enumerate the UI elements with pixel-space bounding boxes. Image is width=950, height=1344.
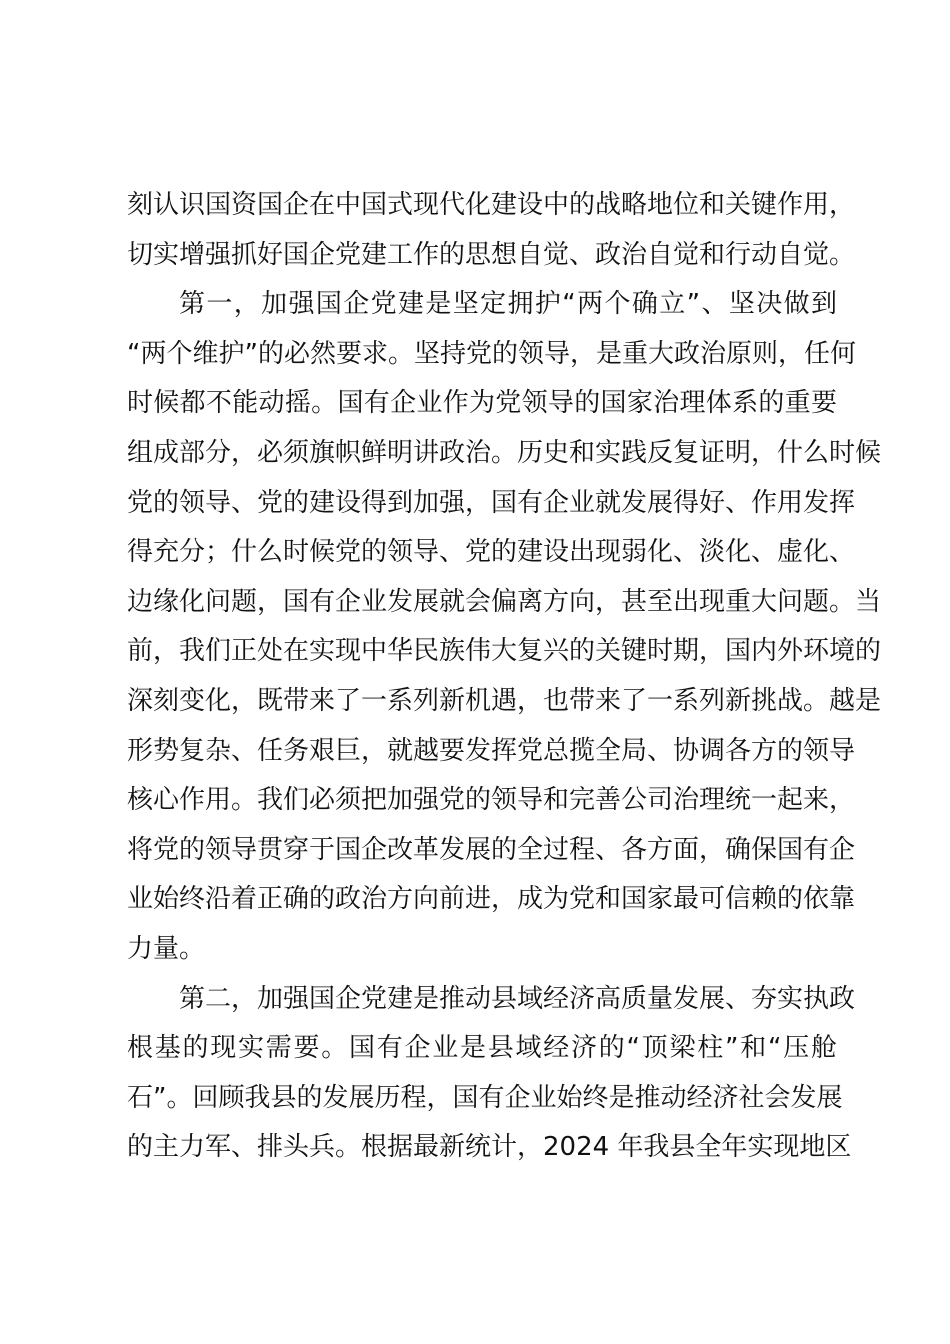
paragraph-2-line-8: 前，我们正处在实现中华民族伟大复兴的关键时期，国内外环境的 [127,636,882,667]
paragraph-2-line-7: 边缘化问题，国有企业发展就会偏离方向，甚至出现重大问题。当 [127,586,882,617]
paragraph-2-line-6: 得充分；什么时候党的领导、党的建设出现弱化、淡化、虚化、 [127,537,856,568]
paragraph-1-line-1: 刻认识国资国企在中国式现代化建设中的战略地位和关键作用， [127,190,856,220]
paragraph-1-line-2: 切实增强抓好国企党建工作的思想自觉、政治自觉和行动自觉。 [127,239,856,270]
paragraph-3-line-4: 的主力军、排头兵。根据最新统计，2024 年我县全年实现地区 [127,1132,852,1163]
paragraph-3-line-1: 第二，加强国企党建是推动县域经济高质量发展、夯实执政 [179,983,856,1014]
paragraph-2-line-4: 组成部分，必须旗帜鲜明讲政治。历史和实践反复证明，什么时候 [127,437,882,468]
paragraph-3-line-3: 石”。回顾我县的发展历程，国有企业始终是推动经济社会发展 [127,1082,843,1113]
body-text [127,181,882,1173]
paragraph-2-line-2: “两个维护”的必然要求。坚持党的领导，是重大政治原则，任何 [127,338,856,369]
paragraph-2-line-13: 业始终沿着正确的政治方向前进，成为党和国家最可信赖的依靠 [127,884,856,915]
paragraph-3-line-2: 根基的现实需要。国有企业是县域经济的“顶梁柱”和“压舱 [127,1033,837,1064]
paragraph-2-line-9: 深刻变化，既带来了一系列新机遇，也带来了一系列新挑战。越是 [127,685,882,716]
paragraph-2-line-3: 时候都不能动摇。国有企业作为党领导的国家治理体系的重要 [127,388,837,419]
paragraph-2-line-10: 形势复杂、任务艰巨，就越要发挥党总揽全局、协调各方的领导 [127,735,856,766]
paragraph-2-line-11: 核心作用。我们必须把加强党的领导和完善公司治理统一起来， [127,785,856,816]
paragraph-2-line-14: 力量。 [127,933,206,964]
paragraph-2-line-5: 党的领导、党的建设得到加强，国有企业就发展得好、作用发挥 [127,487,856,518]
paragraph-2-line-12: 将党的领导贯穿于国企改革发展的全过程、各方面，确保国有企 [127,834,856,865]
paragraph-2-line-1: 第一，加强国企党建是坚定拥护“两个确立”、坚决做到 [179,289,837,320]
